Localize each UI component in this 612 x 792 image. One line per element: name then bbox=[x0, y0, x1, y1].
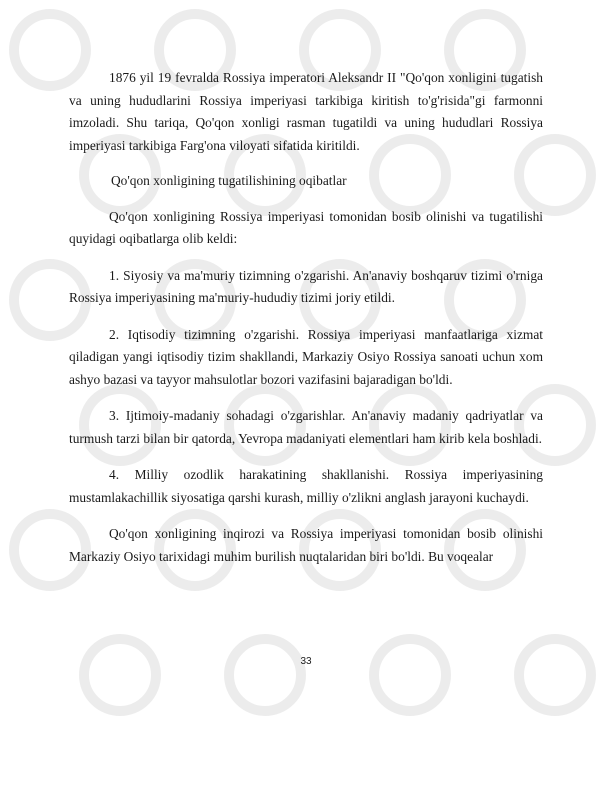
document-body bbox=[69, 67, 543, 581]
section-heading: Qo'qon xonligining tugatilishining oqibatlar bbox=[111, 173, 347, 188]
paragraph-farmon: 1876 yil 19 fevralda Rossiya imperatori Aleksandr II "Qo'qon xonligini tugatish va uning hududlarini Rossiya imperiyasi tarkibiga kiritish to'g'risida"gi farmonni imzoladi. Shu tariqa, Qo'qon xonligi rasman tugatildi va uning hududlari Rossiya imperiyasi tarkibiga Farg'ona viloyati sifatida kiritildi. bbox=[69, 70, 543, 153]
paragraph-conclusion: Qo'qon xonligining inqirozi va Rossiya imperiyasi tomonidan bosib olinishi Markaziy Osiyo tarixidagi muhim burilish nuqtalaridan biri bo'ldi. Bu voqealar bbox=[69, 526, 543, 564]
list-item-4: 4. Milliy ozodlik harakatining shakllanishi. Rossiya imperiyasining mustamlakachillik siyosatiga qarshi kurash, milliy o'zlikni anglash jarayoni kuchaydi. bbox=[69, 467, 543, 505]
list-item-3: 3. Ijtimoiy-madaniy sohadagi o'zgarishlar. An'anaviy madaniy qadriyatlar va turmush tarzi bilan bir qatorda, Yevropa madaniyati elementlari ham kirib kela boshladi. bbox=[69, 408, 543, 446]
page-number: 33 bbox=[300, 656, 312, 667]
list-item-2: 2. Iqtisodiy tizimning o'zgarishi. Rossiya imperiyasi manfaatlariga xizmat qiladigan yangi iqtisodiy tizim shakllandi, Markaziy Osiyo Rossiya sanoati uchun xom ashyo bazasi va tayyor mahsulotlar bozori vazifasini bajaradigan bo'ldi. bbox=[69, 326, 543, 387]
list-item-1: 1. Siyosiy va ma'muriy tizimning o'zgarishi. An'anaviy boshqaruv tizimi o'rniga Rossiya imperiyasining ma'muriy-hududiy tizimi joriy etildi. bbox=[69, 267, 543, 305]
paragraph-intro: Qo'qon xonligining Rossiya imperiyasi tomonidan bosib olinishi va tugatilishi quyidagi oqibatlarga olib keldi: bbox=[69, 208, 543, 246]
